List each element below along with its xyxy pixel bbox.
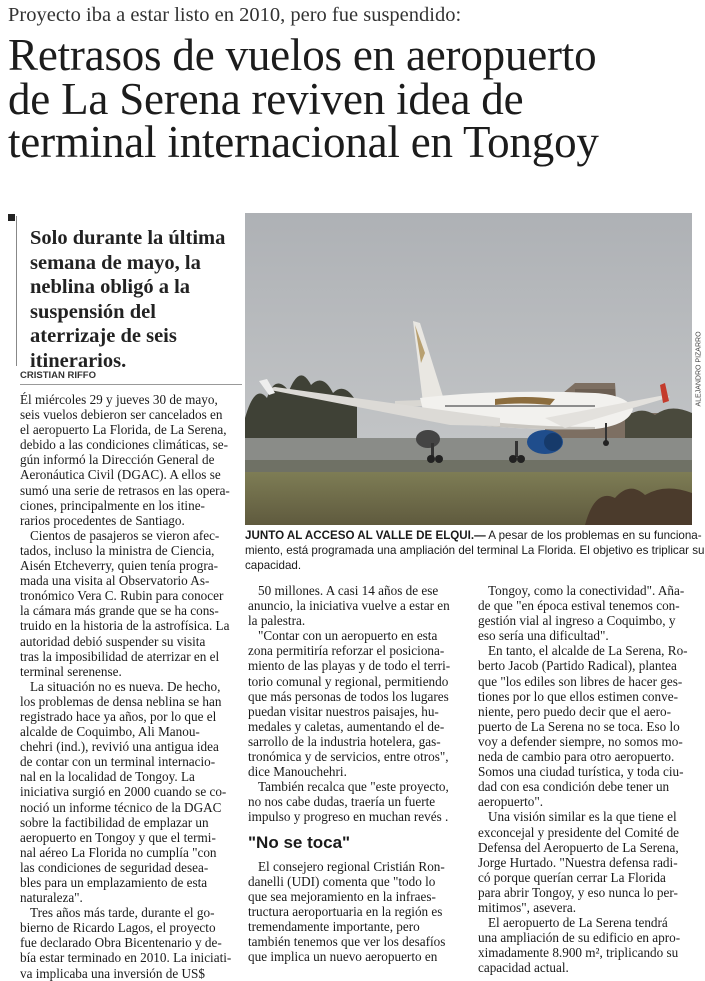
article-text-line: impulso y progreso en muchan revés . bbox=[248, 809, 449, 825]
subhead-line: Solo durante la última bbox=[30, 227, 226, 249]
article-text-line: medales y caletas, aumentando el de- bbox=[248, 718, 445, 734]
article-text-line: dad con esa condición debe tener un bbox=[478, 779, 670, 795]
article-column-2-top bbox=[248, 583, 470, 825]
caption-line: miento, está programada una ampliación del terminal La Florida. El objetivo es triplicar su bbox=[245, 544, 705, 558]
article-text-line: "Contar con un aeropuerto en esta bbox=[258, 628, 438, 644]
article-text-line: nal en la localidad de Tongoy. La bbox=[20, 769, 195, 785]
article-text-line: que implica un nuevo aeropuerto en bbox=[248, 949, 438, 965]
airplane-photo-illustration bbox=[245, 213, 692, 525]
article-text-line: tremendamente importante, pero bbox=[248, 918, 420, 934]
subhead-line: neblina obligó a la bbox=[30, 276, 191, 298]
article-text-line: iniciativa surgió en 2000 cuando se co- bbox=[20, 784, 227, 800]
article-column-2 bbox=[248, 583, 470, 964]
photo-credit bbox=[693, 214, 705, 524]
article-text-line: va implicaba una inversión de US$ bbox=[20, 965, 205, 981]
article-text-line: fue declarado Obra Bicentenario y de- bbox=[20, 935, 222, 951]
article-text-line: voy a defender siempre, no somos mo- bbox=[478, 733, 683, 749]
article-text-line: Aeronáutica Civil (DGAC). A ellos se bbox=[20, 467, 221, 483]
article-text-line: El aeropuerto de La Serena tendrá bbox=[488, 915, 668, 931]
article-text-line: sumó una serie de retrasos en las opera- bbox=[20, 482, 230, 498]
subhead-line: suspensión del bbox=[30, 300, 156, 323]
article-text-line: aeropuerto". bbox=[478, 794, 544, 810]
article-text-line: que "los ediles son libres de hacer ges- bbox=[478, 673, 683, 689]
headline-line: terminal internacional en Tongoy bbox=[8, 117, 599, 167]
article-text-line: Él miércoles 29 y jueves 30 de mayo, bbox=[20, 392, 218, 407]
kicker: Proyecto iba a estar listo en 2010, pero fue suspendido: bbox=[8, 4, 462, 26]
article-text-line: sobre la factibilidad de emplazar un bbox=[20, 814, 209, 830]
article-text-line: no nos cabe dudas, traería un fuerte bbox=[248, 794, 436, 810]
article-text-line: dice Manouchehri. bbox=[248, 764, 347, 780]
article-text-line: bía estar terminado en 2010. La iniciati- bbox=[20, 950, 232, 966]
article-text-line: tras la imposibilidad de aterrizar en el bbox=[20, 648, 220, 664]
article-text-line: La situación no es nueva. De hecho, bbox=[30, 678, 221, 694]
article-text-line: para abrir Tongoy, y eso nunca lo per- bbox=[478, 884, 678, 900]
article-text-line: puerto de La Serena no se toca. Eso lo bbox=[478, 718, 680, 734]
article-column-2-bottom bbox=[248, 859, 470, 965]
article-text-line: zona permitiría reforzar el posiciona- bbox=[248, 643, 445, 659]
article-text-line: gún informó la Dirección General de bbox=[20, 452, 215, 468]
article-text-line: autoridad debió suspender su visita bbox=[20, 633, 206, 649]
crosshead: "No se toca" bbox=[248, 832, 351, 852]
article-text-line: el aeropuerto La Florida, de La Serena, bbox=[20, 422, 227, 438]
article-text-line: anuncio, la iniciativa vuelve a estar en bbox=[248, 598, 450, 614]
article-text-line: naturaleza". bbox=[20, 890, 83, 906]
article-text-line: Tongoy, como la conectividad". Aña- bbox=[488, 583, 685, 598]
article-text-line: capacidad actual. bbox=[478, 960, 569, 976]
article-text-line: de que "en época estival tenemos con- bbox=[478, 598, 680, 614]
article-text-line: terminal serenense. bbox=[20, 663, 122, 679]
article-text-line: gestión vial al ingreso a Coquimbo, y bbox=[478, 613, 676, 629]
article-text-line: mitimos", asevera. bbox=[478, 899, 577, 915]
article-text-line: ximadamente 8.900 m², triplicando su bbox=[478, 945, 679, 961]
article-text-line: tructura aeroportuaria en la región es bbox=[248, 903, 443, 919]
caption-text: A pesar de los problemas en su funciona- bbox=[485, 529, 702, 542]
article-text-line: bierno de Ricardo Lagos, el proyecto bbox=[20, 920, 216, 936]
caption-line: capacidad. bbox=[245, 559, 302, 573]
article-text-line: tiones por lo que ellos estimen conve- bbox=[478, 688, 678, 704]
article-text-line: neda de cambio para otro aeropuerto. bbox=[478, 749, 675, 765]
article-text-line: también tenemos que ver los desafíos bbox=[248, 933, 446, 949]
photo-credit-text: ALEJANDRO PIZARRO bbox=[695, 331, 703, 407]
article-column-1 bbox=[20, 392, 242, 981]
article-text-line: Cientos de pasajeros se vieron afec- bbox=[30, 527, 220, 543]
article-text-line: tronómico Vera C. Rubin para conocer bbox=[20, 588, 224, 604]
subhead-line: semana de mayo, la bbox=[30, 251, 201, 274]
article-text-line: los problemas de densa neblina se han bbox=[20, 693, 222, 709]
article-text-line: registrado hace ya años, por lo que el bbox=[20, 708, 217, 724]
article-text-line: ciones, principalmente en los itine- bbox=[20, 497, 205, 513]
article-text-line: mada una visita al Observatorio As- bbox=[20, 573, 210, 589]
article-text-line: Somos una ciudad turística, y toda ciu- bbox=[478, 764, 684, 780]
article-text-line: danelli (UDI) comenta que "todo lo bbox=[248, 873, 436, 889]
byline: CRISTIAN RIFFO bbox=[20, 370, 96, 381]
article-text-line: Aisén Etcheverry, quien tenía progra- bbox=[20, 558, 218, 574]
article-text-line: alcalde de Coquimbo, Ali Manou- bbox=[20, 724, 200, 740]
article-text-line: eso sería una dificultad". bbox=[478, 628, 609, 644]
headline-line: de La Serena reviven idea de bbox=[8, 73, 524, 124]
article-text-line: la cámara más grande que se ha cons- bbox=[20, 603, 219, 619]
article-text-line: En tanto, el alcalde de La Serena, Ro- bbox=[488, 643, 688, 659]
article-text-line: una ampliación de su edificio en apro- bbox=[478, 930, 681, 946]
article-text-line: truido en la historia de la astrofísica. La bbox=[20, 618, 230, 634]
subhead-line: aterrizaje de seis bbox=[30, 325, 177, 347]
article-column-3 bbox=[478, 583, 700, 975]
article-text-line: aeropuerto en Tongoy y que el termi- bbox=[20, 829, 216, 845]
article-text-line: có porque querían cerrar La Florida bbox=[478, 869, 666, 885]
article-text-line: Tres años más tarde, durante el go- bbox=[30, 905, 215, 921]
article-text-line: 50 millones. A casi 14 años de ese bbox=[258, 583, 439, 598]
article-text-line: puedan visitar nuestros paisajes, hu- bbox=[248, 703, 439, 719]
article-text-line: tronómica y de servicios, entre otros", bbox=[248, 749, 449, 765]
article-text-line: de contar con un terminal internacio- bbox=[20, 754, 216, 770]
article-text-line: Jorge Hurtado. "Nuestra defensa radi- bbox=[478, 854, 678, 870]
headline bbox=[8, 30, 703, 167]
article-text-line: seis vuelos debieron ser cancelados en bbox=[20, 407, 223, 423]
article-text-line: También recalca que "este proyecto, bbox=[258, 779, 449, 795]
article-text-line: rarios procedentes de Santiago. bbox=[20, 512, 185, 528]
headline-line: Retrasos de vuelos en aeropuerto bbox=[8, 30, 597, 80]
article-text-line: las condiciones de seguridad desea- bbox=[20, 859, 209, 875]
photo-caption bbox=[245, 528, 705, 574]
article-text-line: que sea mejoramiento en la infraes- bbox=[248, 888, 436, 904]
byline-rule bbox=[20, 384, 242, 385]
article-text-line: chehri (ind.), revivió una antigua idea bbox=[20, 739, 219, 755]
article-text-line: niente, pero puedo decir que el aero- bbox=[478, 703, 671, 719]
subhead bbox=[30, 226, 242, 373]
article-text-line: bles para un emplazamiento de esta bbox=[20, 875, 208, 890]
article-text-line: la palestra. bbox=[248, 613, 306, 629]
article-text-line: miento de las playas y de todo el terri- bbox=[248, 658, 451, 674]
article-text-line: noció un informe técnico de la DGAC bbox=[20, 799, 222, 815]
article-text-line: El consejero regional Cristián Ron- bbox=[258, 858, 445, 874]
airplane-photo bbox=[245, 213, 692, 525]
article-text-line: berto Jacob (Partido Radical), plantea bbox=[478, 658, 677, 674]
article-text-line: Defensa del Aeropuerto de La Serena, bbox=[478, 839, 679, 855]
article-text-line: sarrollo de la industria hotelera, gas- bbox=[248, 733, 441, 749]
bullet-square bbox=[8, 214, 15, 221]
article-text-line: tados, incluso la ministra de Ciencia, bbox=[20, 542, 215, 558]
article-text-line: torio comunal y regional, permitiendo bbox=[248, 673, 449, 689]
article-text-line: Una visión similar es la que tiene el bbox=[488, 809, 677, 825]
article-text-line: que más personas de todos los lugares bbox=[248, 688, 449, 704]
article-text-line: debido a las condiciones climáticas, se- bbox=[20, 437, 228, 453]
article-text-line: exconcejal y presidente del Comité de bbox=[478, 824, 680, 840]
subhead-line: itinerarios. bbox=[30, 349, 127, 372]
caption-lead: JUNTO AL ACCESO AL VALLE DE ELQUI.— bbox=[245, 529, 486, 542]
article-text-line: nal aéreo La Florida no cumplía "con bbox=[20, 844, 217, 860]
caption-line bbox=[245, 528, 700, 543]
vertical-rule bbox=[16, 216, 17, 366]
